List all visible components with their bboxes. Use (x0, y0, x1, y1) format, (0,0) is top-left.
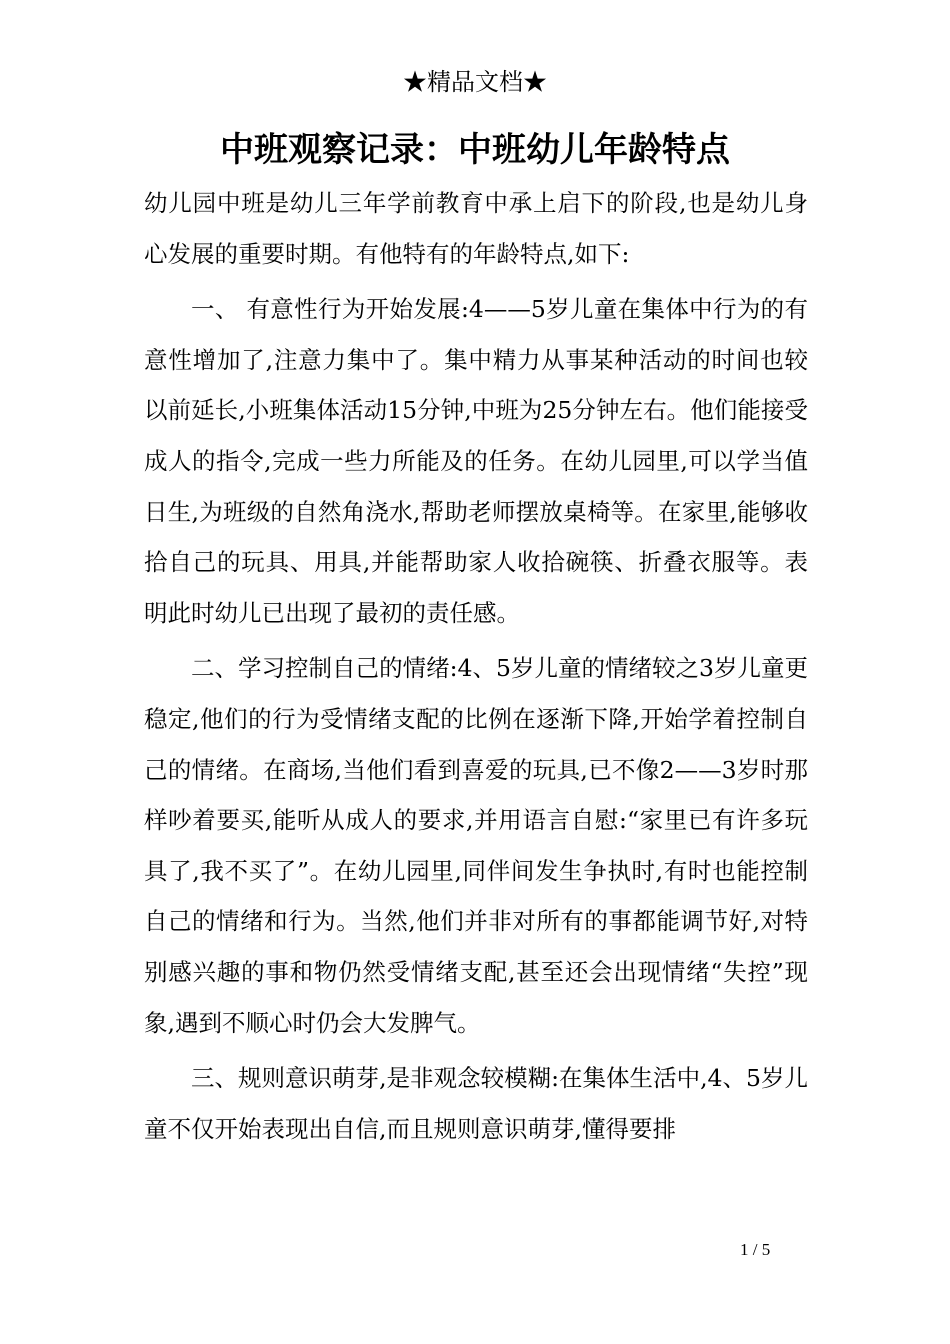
document-body (144, 178, 808, 1154)
page-header: ★精品文档★ (403, 68, 547, 96)
paragraph-section-3: 三、规则意识萌芽,是非观念较模糊:在集体生活中,4、5岁儿童不仅开始表现出自信,而且规则意识萌芽,懂得要排 (144, 1064, 808, 1143)
paragraph-intro: 幼儿园中班是幼儿三年学前教育中承上启下的阶段,也是幼儿身心发展的重要时期。有他特有的年龄特点,如下: (144, 189, 808, 268)
paragraph-section-2: 二、学习控制自己的情绪:4、5岁儿童的情绪较之3岁儿童更稳定,他们的行为受情绪支配的比例在逐渐下降,开始学着控制自己的情绪。在商场,当他们看到喜爱的玩具,已不像2——3岁时那样吵着要买,能听从成人的要求,并用语言自慰:“家里已有许多玩具了,我不买了”。在幼儿园里,同伴间发生争执时,有时也能控制自己的情绪和行为。当然,他们并非对所有的事都能调节好,对特别感兴趣的事和物仍然受情绪支配,甚至还会出现情绪“失控”现象,遇到不顺心时仍会大发脾气。 (144, 654, 808, 1037)
paragraph-section-1: 一、 有意性行为开始发展:4——5岁儿童在集体中行为的有意性增加了,注意力集中了。集中精力从事某种活动的时间也较以前延长,小班集体活动15分钟,中班为25分钟左右。他们能接受成人的指令,完成一些力所能及的任务。在幼儿园里,可以学当值日生,为班级的自然角浇水,帮助老师摆放桌椅等。在家里,能够收拾自己的玩具、用具,并能帮助家人收拾碗筷、折叠衣服等。表明此时幼儿已出现了最初的责任感。 (144, 295, 808, 627)
page-number: 1 / 5 (740, 1240, 771, 1259)
document-title: 中班观察记录：中班幼儿年龄特点 (220, 130, 730, 170)
